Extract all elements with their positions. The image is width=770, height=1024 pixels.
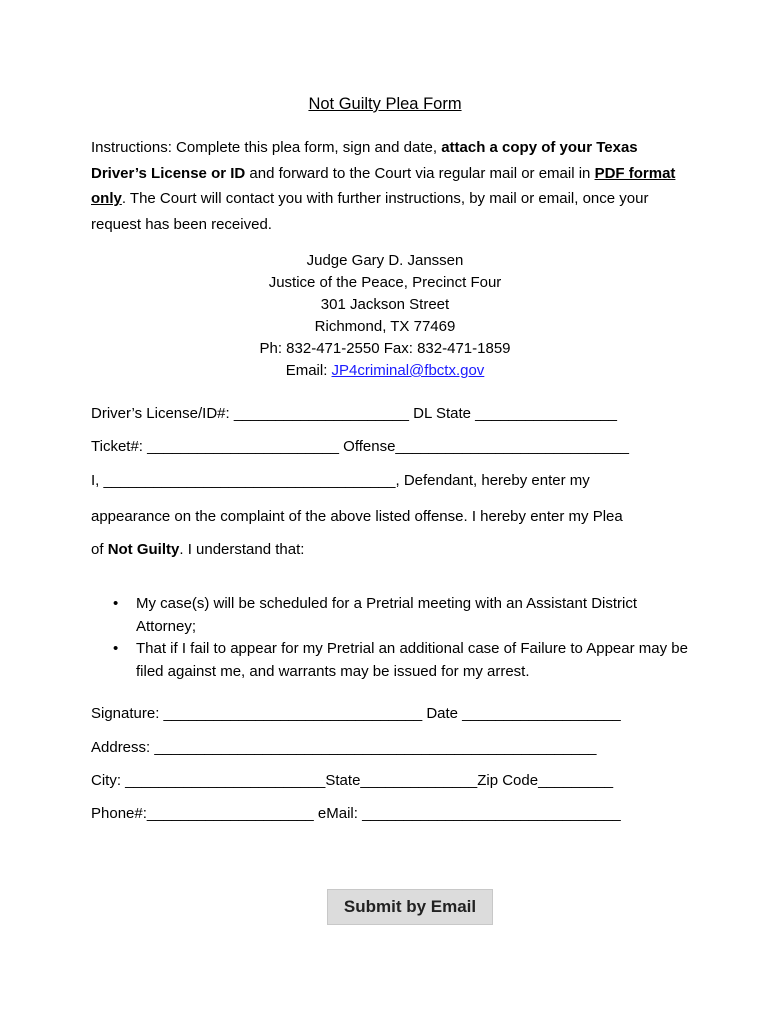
judge-name: Judge Gary D. Janssen <box>306 252 464 269</box>
not-guilty-label: Not Guilty <box>107 541 180 558</box>
instructions-bold-pdf: PDF format only <box>91 164 676 207</box>
plea-line-2 <box>91 533 691 566</box>
phone-fax: Ph: 832-471-2550 Fax: 832-471-1859 <box>259 340 511 357</box>
instructions-text-3: . The Court will contact you with further instructions, by mail or email, once your request has been received. <box>91 190 649 233</box>
street-address: 301 Jackson Street <box>320 296 450 313</box>
plea-statement <box>91 500 691 566</box>
plea-rest: . I understand that: <box>179 541 305 558</box>
city-state-zip: Richmond, TX 77469 <box>314 318 456 335</box>
list-item <box>91 593 691 638</box>
instructions-bold-license: attach a copy of your Texas Driver’s License or ID <box>91 139 638 182</box>
drivers-license-field[interactable]: Driver’s License/ID#: _____________________ DL State _________________ <box>91 405 617 422</box>
address-field[interactable]: Address: _____________________________________________________ <box>91 739 597 756</box>
email-link[interactable]: JP4criminal@fbctx.gov <box>331 362 485 379</box>
city-state-zip-field[interactable]: City: ________________________State______________Zip Code_________ <box>91 772 614 789</box>
court-contact-block <box>0 250 770 382</box>
email-label: Email: <box>285 362 332 379</box>
instructions-text-1: Instructions: Complete this plea form, sign and date, <box>91 139 442 156</box>
submit-by-email-button[interactable]: Submit by Email <box>327 889 493 925</box>
plea-line-1: appearance on the complaint of the above listed offense. I hereby enter my Plea <box>91 508 623 525</box>
ticket-offense-field[interactable]: Ticket#: _______________________ Offense____________________________ <box>91 438 630 455</box>
bullet-icon: • <box>113 640 119 657</box>
defendant-name-field[interactable]: I, ___________________________________, Defendant, hereby enter my <box>91 472 590 489</box>
email-line <box>0 360 770 382</box>
understanding-list <box>91 593 691 683</box>
signature-date-field[interactable]: Signature: _______________________________ Date ___________________ <box>91 705 621 722</box>
bullet-icon: • <box>113 595 119 612</box>
office-name: Justice of the Peace, Precinct Four <box>268 274 502 291</box>
plea-of: of <box>91 541 108 558</box>
list-item-text: That if I fail to appear for my Pretrial an additional case of Failure to Appear may be filed against me, and warrants may be issued for my arrest. <box>136 640 688 680</box>
list-item <box>91 638 691 683</box>
instructions-text-2: and forward to the Court via regular mail or email in <box>245 164 595 182</box>
list-item-text: My case(s) will be scheduled for a Pretrial meeting with an Assistant District Attorney; <box>136 595 638 635</box>
phone-email-field[interactable]: Phone#:____________________ eMail: _______________________________ <box>91 805 621 822</box>
page-title: Not Guilty Plea Form <box>308 95 462 113</box>
instructions-paragraph <box>91 135 681 237</box>
